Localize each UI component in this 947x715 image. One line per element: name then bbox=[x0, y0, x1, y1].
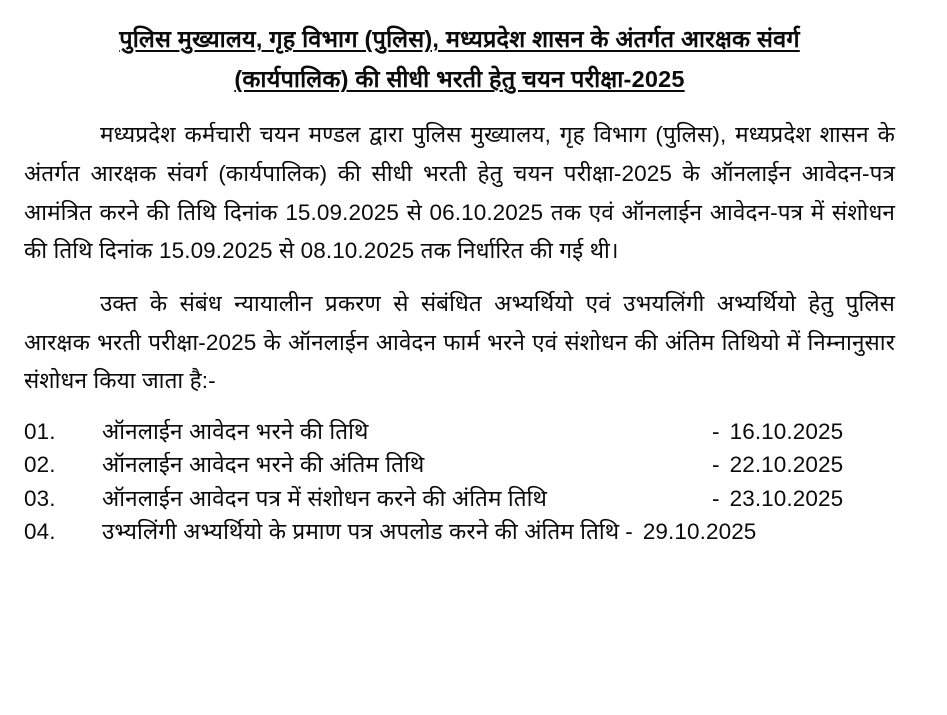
list-item-date: 23.10.2025 bbox=[729, 485, 844, 511]
list-item-dash: - bbox=[712, 452, 720, 478]
list-item bbox=[24, 515, 895, 548]
list-item-label: ऑनलाईन आवेदन भरने की तिथि bbox=[102, 418, 369, 444]
list-item bbox=[24, 482, 895, 515]
paragraph-1-text: मध्यप्रदेश कर्मचारी चयन मण्डल द्वारा पुलिस मुख्यालय, गृह विभाग (पुलिस), मध्यप्रदेश शासन के अंतर्गत आरक्षक संवर्ग (कार्यपालिक) की सीधी भरती हेतु चयन परीक्षा-2025 के ऑनलाईन आवेदन-पत्र आमंत्रित करने की तिथि दिनांक 15.09.2025 से 06.10.2025 तक एवं ऑनलाईन आवेदन-पत्र में संशोधन की तिथि दिनांक 15.09.2025 से 08.10.2025 तक निर्धारित की गई थी। bbox=[24, 122, 895, 264]
list-item-dash: - bbox=[625, 518, 633, 544]
list-item-label: उभ्यलिंगी अभ्यर्थियो के प्रमाण पत्र अपलोड करने की अंतिम तिथि bbox=[102, 518, 620, 544]
paragraph-1 bbox=[24, 116, 895, 271]
paragraph-2-text: उक्त के संबंध न्यायालीन प्रकरण से संबंधित अभ्यर्थियो एवं उभयलिंगी अभ्यर्थियो हेतु पुलिस आरक्षक भरती परीक्षा-2025 के ऑनलाईन आवेदन फार्म भरने एवं संशोधन की अंतिम तिथियो में निम्नानुसार संशोधन किया जाता है:- bbox=[24, 290, 895, 394]
list-item-label: ऑनलाईन आवेदन भरने की अंतिम तिथि bbox=[102, 452, 425, 478]
title-line-1: पुलिस मुख्यालय, गृह विभाग (पुलिस), मध्यप्रदेश शासन के अंतर्गत आरक्षक संवर्ग bbox=[119, 26, 800, 52]
list-item-dash: - bbox=[712, 418, 720, 444]
list-item-number: 03. bbox=[24, 485, 56, 511]
list-item-date: 16.10.2025 bbox=[729, 418, 844, 444]
paragraph-2 bbox=[24, 285, 895, 401]
date-list bbox=[24, 415, 895, 548]
list-item bbox=[24, 448, 895, 481]
document-title bbox=[24, 20, 895, 98]
list-item-label: ऑनलाईन आवेदन पत्र में संशोधन करने की अंतिम तिथि bbox=[102, 485, 547, 511]
list-item-dash: - bbox=[712, 485, 720, 511]
document-body bbox=[24, 116, 895, 548]
list-item-number: 01. bbox=[24, 418, 56, 444]
list-item-number: 04. bbox=[24, 518, 56, 544]
list-item-date: 29.10.2025 bbox=[642, 518, 757, 544]
list-item-number: 02. bbox=[24, 452, 56, 478]
title-line-2: (कार्यपालिक) की सीधी भरती हेतु चयन परीक्षा-2025 bbox=[234, 66, 685, 93]
list-item-date: 22.10.2025 bbox=[729, 452, 844, 478]
list-item bbox=[24, 415, 895, 448]
